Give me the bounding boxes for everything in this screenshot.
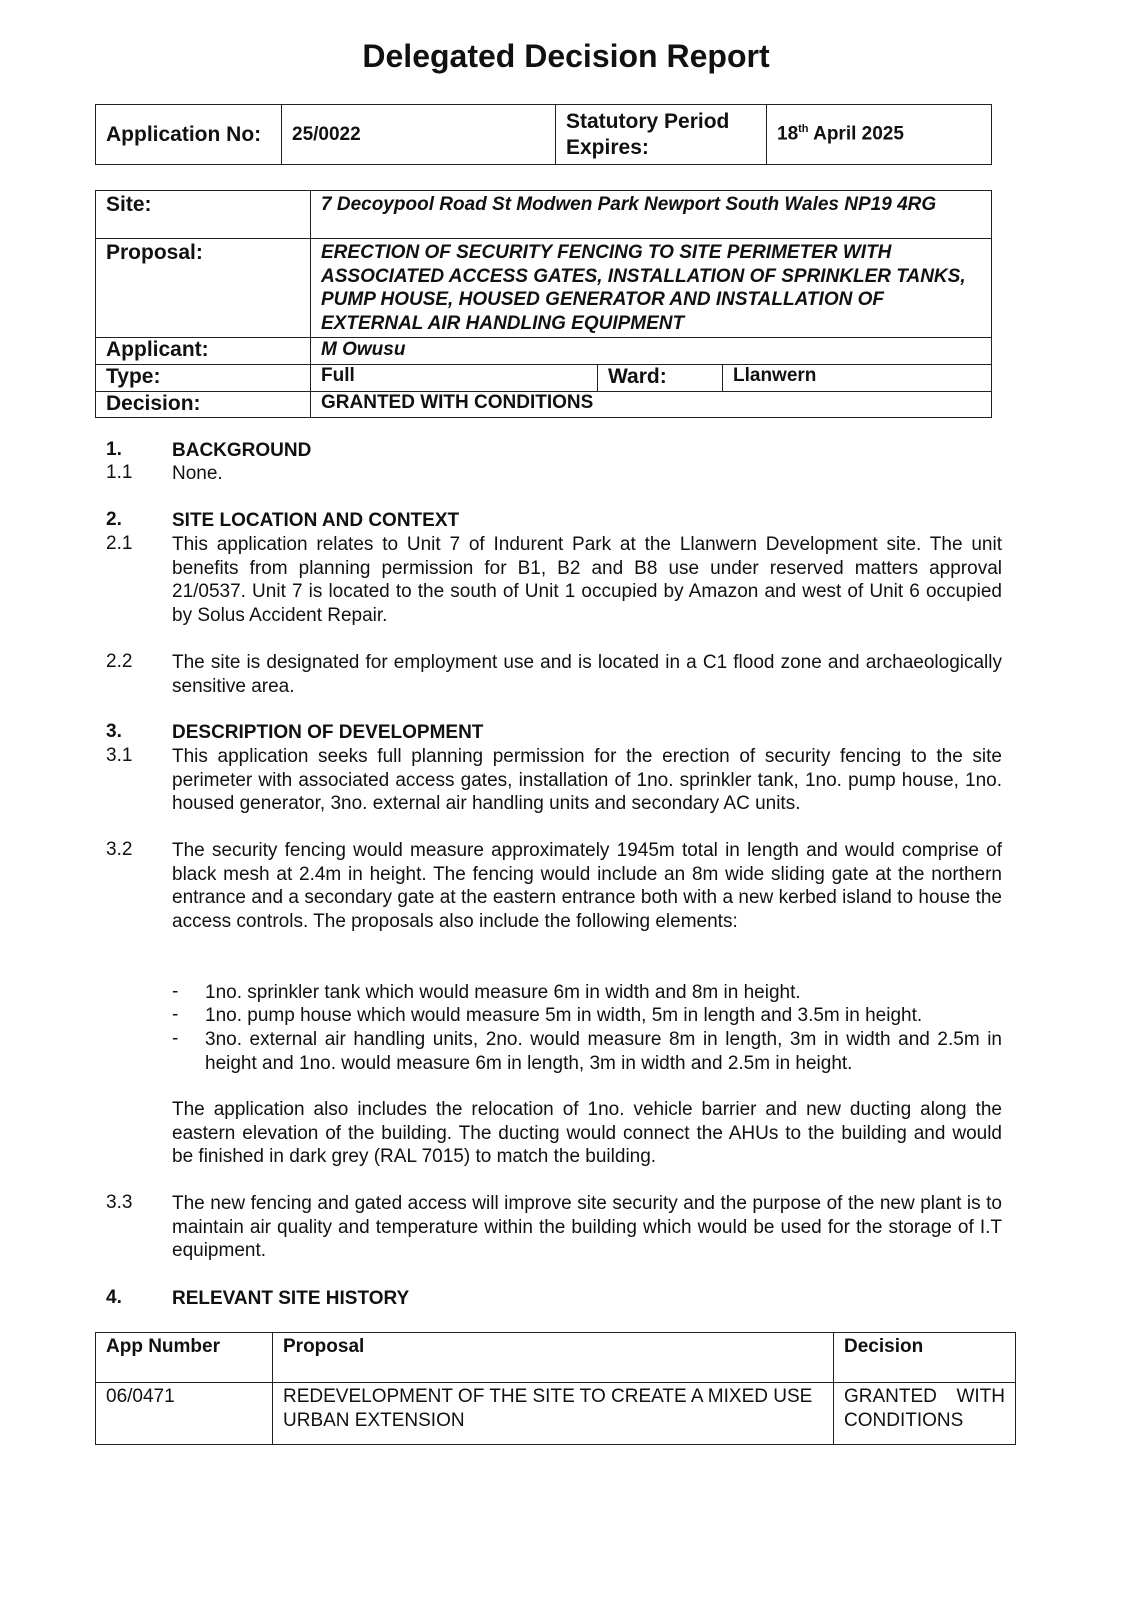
para-2-1-number: 2.1 xyxy=(106,533,133,554)
para-1-1: None. xyxy=(172,463,223,484)
site-value: 7 Decoypool Road St Modwen Park Newport South Wales NP19 4RG xyxy=(311,191,992,239)
app-number-cell: 06/0471 xyxy=(96,1383,273,1445)
para-3-3: The new fencing and gated access will improve site security and the purpose of the new plant is to maintain air quality and temperature within the building which would be used for the storage of I.T equipment. xyxy=(172,1193,1002,1261)
bullet-item: 1no. sprinkler tank which would measure 6m in width and 8m in height. xyxy=(205,982,801,1003)
section-1-heading: BACKGROUND xyxy=(172,440,312,461)
proposal-cell: REDEVELOPMENT OF THE SITE TO CREATE A MIXED USE URBAN EXTENSION xyxy=(273,1383,834,1445)
decision-value: GRANTED WITH CONDITIONS xyxy=(311,392,992,418)
decision-cell: GRANTED WITH CONDITIONS xyxy=(834,1383,1016,1445)
bullet-marker: - xyxy=(172,1004,179,1025)
ward-label: Ward: xyxy=(598,365,723,392)
decision-label: Decision: xyxy=(96,392,311,418)
app-no-value: 25/0022 xyxy=(282,105,556,165)
para-1-1-number: 1.1 xyxy=(106,462,133,483)
stat-sup: th xyxy=(798,123,809,136)
type-value: Full xyxy=(311,365,598,392)
ward-value: Llanwern xyxy=(723,365,992,392)
applicant-value: M Owusu xyxy=(311,338,992,365)
section-3-number: 3. xyxy=(106,721,122,742)
site-label: Site: xyxy=(96,191,311,239)
bullet-marker: - xyxy=(172,981,179,1002)
details-table xyxy=(95,190,992,418)
para-3-2-continued: The application also includes the relocation of 1no. vehicle barrier and new ducting along the eastern elevation of the building. The ducting would connect the AHUs to the building and would be finished in dark grey (RAL 7015) to match the building. xyxy=(172,1099,1002,1167)
bullet-item: 3no. external air handling units, 2no. would measure 8m in length, 3m in width and 2.5m in height and 1no. would measure 6m in length, 3m in width and 2.5m in height. xyxy=(205,1029,1002,1074)
para-3-1-number: 3.1 xyxy=(106,745,133,766)
para-3-3-number: 3.3 xyxy=(106,1192,133,1213)
para-2-1: This application relates to Unit 7 of Indurent Park at the Llanwern Development site. The unit benefits from planning permission for B1, B2 and B8 use under reserved matters approval 21/0537. Unit 7 is located to the south of Unit 1 occupied by Amazon and west of Unit 6 occupied by Solus Accident Repair. xyxy=(172,534,1002,626)
section-4-number: 4. xyxy=(106,1287,122,1308)
para-3-2: The security fencing would measure approximately 1945m total in length and would comprise of black mesh at 2.4m in height. The fencing would include an 8m wide sliding gate at the northern entrance and a secondary gate at the eastern entrance both with a new kerbed island to house the access controls. The proposals also include the following elements: xyxy=(172,840,1002,932)
proposal-label: Proposal: xyxy=(96,239,311,338)
bullet-item: 1no. pump house which would measure 5m in width, 5m in length and 3.5m in height. xyxy=(205,1005,923,1026)
column-header: Decision xyxy=(834,1333,1016,1383)
type-label: Type: xyxy=(96,365,311,392)
section-2-number: 2. xyxy=(106,509,122,530)
application-summary-table xyxy=(95,104,992,165)
column-header: Proposal xyxy=(273,1333,834,1383)
section-4-heading: RELEVANT SITE HISTORY xyxy=(172,1288,410,1309)
para-2-2: The site is designated for employment use and is located in a C1 flood zone and archaeologically sensitive area. xyxy=(172,652,1002,697)
app-no-label: Application No: xyxy=(96,105,282,165)
bullet-marker: - xyxy=(172,1028,179,1049)
page-title: Delegated Decision Report xyxy=(362,38,770,74)
applicant-label: Applicant: xyxy=(96,338,311,365)
para-3-2-number: 3.2 xyxy=(106,839,133,860)
table-row xyxy=(96,1383,1016,1445)
proposal-value: ERECTION OF SECURITY FENCING TO SITE PERIMETER WITH ASSOCIATED ACCESS GATES, INSTALLATION OF SPRINKLER TANKS, PUMP HOUSE, HOUSED GENERATOR AND INSTALLATION OF EXTERNAL AIR HANDLING EQUIPMENT xyxy=(311,239,992,338)
section-3-heading: DESCRIPTION OF DEVELOPMENT xyxy=(172,722,484,743)
stat-day: 18 xyxy=(777,123,799,145)
stat-rest: April 2025 xyxy=(808,123,904,145)
statutory-period-label: Statutory Period Expires: xyxy=(556,105,767,165)
column-header: App Number xyxy=(96,1333,273,1383)
section-2-heading: SITE LOCATION AND CONTEXT xyxy=(172,510,460,531)
site-history-table xyxy=(95,1332,1016,1445)
para-2-2-number: 2.2 xyxy=(106,651,133,672)
statutory-period-value xyxy=(767,105,992,165)
section-1-number: 1. xyxy=(106,439,122,460)
para-3-1: This application seeks full planning permission for the erection of security fencing to the site perimeter with associated access gates, installation of 1no. sprinkler tank, 1no. pump house, 1no. housed generator, 3no. external air handling units and secondary AC units. xyxy=(172,746,1002,814)
